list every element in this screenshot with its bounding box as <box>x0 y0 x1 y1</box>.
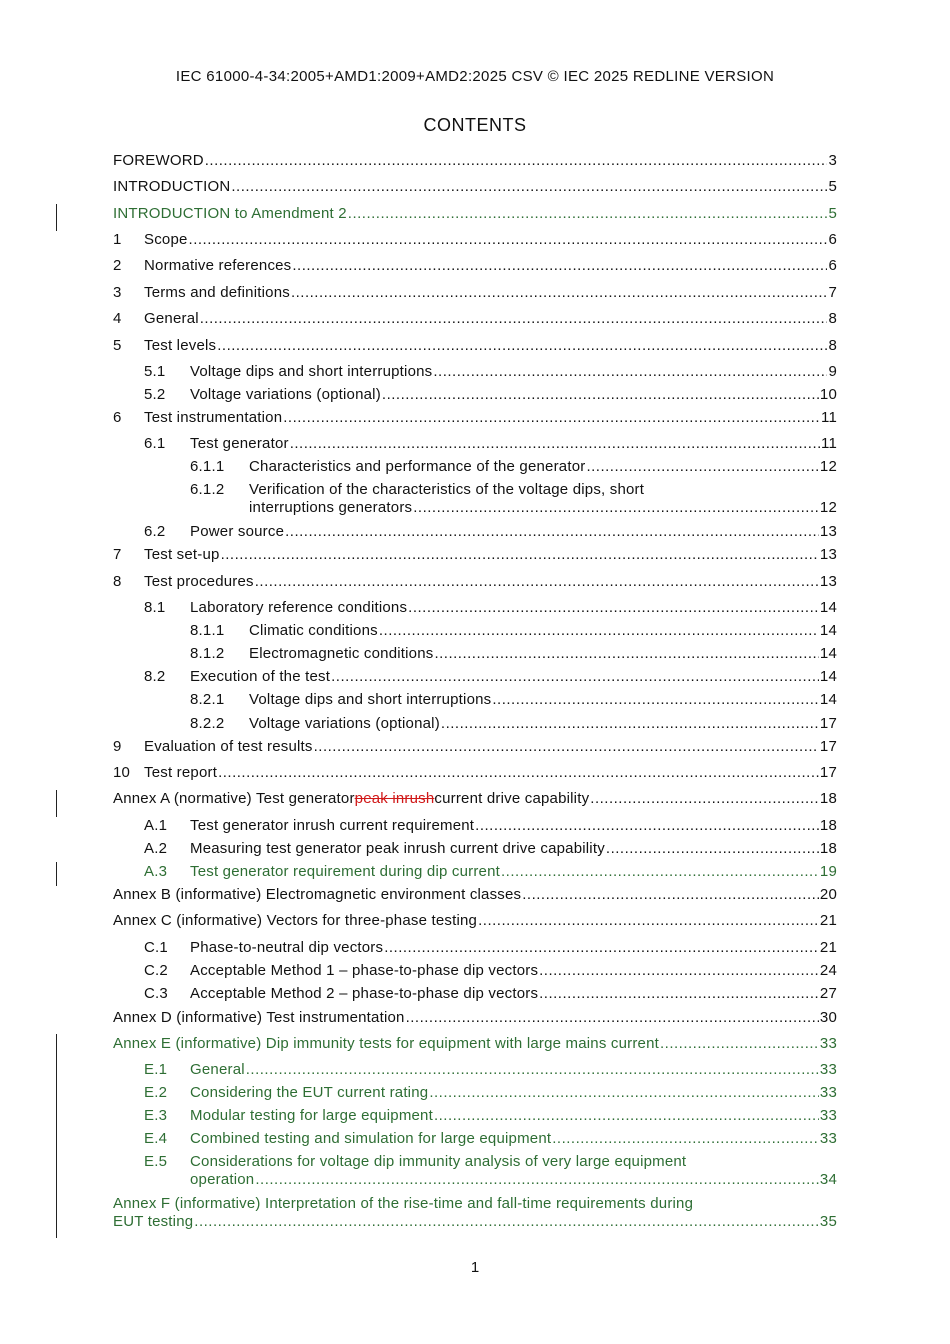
dot-leader <box>285 523 819 541</box>
toc-entry-title: Annex F (informative) Interpretation of the rise-time and fall-time requirements during <box>113 1195 694 1212</box>
dot-leader <box>408 599 819 617</box>
toc-page-number: 9 <box>828 363 837 380</box>
toc-entry-number: 10 <box>113 764 131 781</box>
toc-entry-number: 4 <box>113 310 122 327</box>
toc-entry-title: Climatic conditions <box>249 622 378 639</box>
toc-page-number: 24 <box>819 962 837 979</box>
dot-leader <box>292 257 827 275</box>
dot-leader <box>255 1171 819 1189</box>
toc-page-number: 18 <box>819 840 837 857</box>
dot-leader <box>434 1107 819 1125</box>
toc-page-number: 5 <box>828 205 837 222</box>
dot-leader <box>586 458 818 476</box>
toc-page-number: 21 <box>819 912 837 929</box>
toc-page-number: 19 <box>819 863 837 880</box>
page-number: 1 <box>470 1259 480 1276</box>
toc-entry-number: A.1 <box>144 817 168 834</box>
toc-entry-title: Test generator <box>190 435 289 452</box>
toc-entry-title: Annex A (normative) Test generator <box>113 790 355 807</box>
dot-leader <box>429 1084 819 1102</box>
toc-page-number: 21 <box>819 939 837 956</box>
change-bar <box>56 790 57 817</box>
toc-page-number: 14 <box>819 668 837 685</box>
toc-entry-title: Test levels <box>144 337 217 354</box>
toc-entry-title-continued: operation <box>190 1171 255 1188</box>
dot-leader <box>231 178 827 196</box>
toc-entry-number: A.3 <box>144 863 168 880</box>
toc-entry-number: 9 <box>113 738 122 755</box>
toc-page-number: 33 <box>819 1107 837 1124</box>
toc-page-number: 33 <box>819 1035 837 1052</box>
toc-entry-title: Electromagnetic conditions <box>249 645 434 662</box>
toc-page-number: 11 <box>821 409 837 426</box>
toc-page-number: 6 <box>828 257 837 274</box>
toc-entry-title: General <box>144 310 199 327</box>
toc-page-number: 34 <box>819 1171 837 1188</box>
toc-entry-number: 8 <box>113 573 122 590</box>
toc-page-number: 17 <box>819 764 837 781</box>
toc-entry-title: Acceptable Method 1 – phase-to-phase dip vectors <box>190 962 539 979</box>
dot-leader <box>221 546 819 564</box>
toc-entry-number: E.3 <box>144 1107 168 1124</box>
toc-entry-number: 5 <box>113 337 122 354</box>
toc-entry-number: 5.1 <box>144 363 166 380</box>
dot-leader <box>189 231 828 249</box>
toc-entry-number: C.2 <box>144 962 168 979</box>
toc-entry-title: Voltage variations (optional) <box>249 715 440 732</box>
dot-leader <box>205 152 828 170</box>
toc-page-number: 13 <box>819 523 837 540</box>
toc-page-number: 20 <box>819 886 837 903</box>
dot-leader <box>434 645 818 663</box>
toc-entry-number: 8.2 <box>144 668 166 685</box>
toc-entry-number: 5.2 <box>144 386 166 403</box>
toc-entry-number: 3 <box>113 284 122 301</box>
toc-page-number: 10 <box>819 386 837 403</box>
dot-leader <box>382 386 819 404</box>
toc-entry-title: Considerations for voltage dip immunity analysis of very large equipment <box>190 1153 687 1170</box>
dot-leader <box>348 205 828 223</box>
toc-entry-title: Combined testing and simulation for large equipment <box>190 1130 552 1147</box>
toc-page-number: 8 <box>828 310 837 327</box>
toc-entry-title: Normative references <box>144 257 292 274</box>
toc-entry-title: Test generator inrush current requirement <box>190 817 475 834</box>
toc-entry-number: C.1 <box>144 939 168 956</box>
toc-entry-title: INTRODUCTION to Amendment 2 <box>113 205 347 222</box>
document-header: IEC 61000-4-34:2005+AMD1:2009+AMD2:2025 CSV © IEC 2025 REDLINE VERSION <box>175 68 775 85</box>
dot-leader <box>660 1035 819 1053</box>
dot-leader <box>606 840 819 858</box>
toc-page-number: 18 <box>819 790 837 807</box>
toc-entry-title: Annex E (informative) Dip immunity tests for equipment with large mains current <box>113 1035 659 1052</box>
toc-entry-title: FOREWORD <box>113 152 204 169</box>
toc-entry-title: Voltage variations (optional) <box>190 386 381 403</box>
toc-page-number: 12 <box>819 499 837 516</box>
toc-entry-number: E.1 <box>144 1061 168 1078</box>
toc-entry-number: 8.2.1 <box>190 691 225 708</box>
dot-leader <box>331 668 819 686</box>
toc-entry-number: 7 <box>113 546 122 563</box>
toc-entry-number: 6.1.2 <box>190 481 225 498</box>
toc-entry-title: Laboratory reference conditions <box>190 599 408 616</box>
dot-leader <box>406 1009 819 1027</box>
toc-page-number: 30 <box>819 1009 837 1026</box>
dot-leader <box>246 1061 819 1079</box>
toc-page-number: 5 <box>828 178 837 195</box>
toc-entry-number: A.2 <box>144 840 168 857</box>
toc-page-number: 14 <box>819 622 837 639</box>
toc-entry-title: Characteristics and performance of the generator <box>249 458 586 475</box>
dot-leader <box>218 764 819 782</box>
toc-entry-title: Test procedures <box>144 573 254 590</box>
dot-leader <box>384 939 819 957</box>
toc-page-number: 12 <box>819 458 837 475</box>
toc-page-number: 33 <box>819 1084 837 1101</box>
toc-entry-title: Measuring test generator peak inrush current drive capability <box>190 840 605 857</box>
toc-entry-title-rest: current drive capability <box>434 790 590 807</box>
toc-page-number: 6 <box>828 231 837 248</box>
dot-leader <box>194 1213 819 1231</box>
toc-entry-title: Evaluation of test results <box>144 738 313 755</box>
toc-entry-title: Test set-up <box>144 546 220 563</box>
dot-leader <box>217 337 827 355</box>
toc-entry-title: Power source <box>190 523 285 540</box>
toc-entry-title: Annex B (informative) Electromagnetic environment classes <box>113 886 522 903</box>
toc-entry-number: 6.2 <box>144 523 166 540</box>
toc-entry-title: Acceptable Method 2 – phase-to-phase dip vectors <box>190 985 539 1002</box>
toc-entry-title: Modular testing for large equipment <box>190 1107 433 1124</box>
toc-entry-title-continued: EUT testing <box>113 1213 194 1230</box>
dot-leader <box>552 1130 819 1148</box>
toc-page-number: 11 <box>821 435 837 452</box>
toc-entry-title: Execution of the test <box>190 668 331 685</box>
dot-leader <box>433 363 827 381</box>
toc-entry-number: 8.1.2 <box>190 645 225 662</box>
toc-entry-number: 6.1.1 <box>190 458 225 475</box>
dot-leader <box>413 499 819 517</box>
toc-entry-number: 6.1 <box>144 435 166 452</box>
toc-entry-number: 1 <box>113 231 122 248</box>
dot-leader <box>255 573 819 591</box>
toc-entry-number: 6 <box>113 409 122 426</box>
toc-entry-title: General <box>190 1061 245 1078</box>
toc-entry-title: Test generator requirement during dip current <box>190 863 500 880</box>
toc-page-number: 13 <box>819 573 837 590</box>
toc-page-number: 14 <box>819 691 837 708</box>
toc-page-number: 13 <box>819 546 837 563</box>
contents-title: CONTENTS <box>423 115 527 135</box>
toc-entry-number: 8.1.1 <box>190 622 225 639</box>
toc-entry-title: Scope <box>144 231 188 248</box>
toc-entry-number: E.4 <box>144 1130 168 1147</box>
toc-page-number: 7 <box>828 284 837 301</box>
toc-page-number: 17 <box>819 715 837 732</box>
dot-leader <box>501 863 819 881</box>
toc-page-number: 33 <box>819 1130 837 1147</box>
toc-entry-number: E.2 <box>144 1084 168 1101</box>
toc-entry-number: 2 <box>113 257 122 274</box>
toc-entry-title: Test report <box>144 764 218 781</box>
toc-page-number: 33 <box>819 1061 837 1078</box>
dot-leader <box>290 435 820 453</box>
toc-entry-title: Test instrumentation <box>144 409 283 426</box>
dot-leader <box>475 817 819 835</box>
dot-leader <box>283 409 820 427</box>
toc-entry-title: INTRODUCTION <box>113 178 231 195</box>
toc-page-number: 17 <box>819 738 837 755</box>
toc-entry-number: 8.2.2 <box>190 715 225 732</box>
toc-entry-title: Considering the EUT current rating <box>190 1084 429 1101</box>
dot-leader <box>539 985 819 1003</box>
dot-leader <box>200 310 828 328</box>
toc-entry-title: Voltage dips and short interruptions <box>249 691 492 708</box>
toc-page-number: 18 <box>819 817 837 834</box>
change-bar <box>56 204 57 231</box>
change-bar <box>56 862 57 886</box>
dot-leader <box>478 912 819 930</box>
dot-leader <box>522 886 819 904</box>
dot-leader <box>441 715 819 733</box>
toc-page-number: 14 <box>819 599 837 616</box>
toc-entry-title: Annex C (informative) Vectors for three-phase testing <box>113 912 478 929</box>
dot-leader <box>379 622 819 640</box>
toc-entry-title: Voltage dips and short interruptions <box>190 363 433 380</box>
dot-leader <box>590 790 819 808</box>
toc-page-number: 14 <box>819 645 837 662</box>
dot-leader <box>492 691 819 709</box>
dot-leader <box>291 284 828 302</box>
toc-entry-number: E.5 <box>144 1153 168 1170</box>
toc-page-number: 8 <box>828 337 837 354</box>
toc-page-number: 35 <box>819 1213 837 1230</box>
toc-entry-title: Phase-to-neutral dip vectors <box>190 939 384 956</box>
dot-leader <box>314 738 819 756</box>
change-bar <box>56 1034 57 1238</box>
deleted-text: peak inrush <box>354 790 435 807</box>
toc-entry-title-continued: interruptions generators <box>249 499 413 516</box>
toc-entry-title: Annex D (informative) Test instrumentation <box>113 1009 405 1026</box>
toc-entry-number: C.3 <box>144 985 168 1002</box>
toc-entry-title: Verification of the characteristics of the voltage dips, short <box>249 481 645 498</box>
toc-page-number: 27 <box>819 985 837 1002</box>
toc-entry-title: Terms and definitions <box>144 284 290 301</box>
toc-page-number: 3 <box>828 152 837 169</box>
dot-leader <box>539 962 819 980</box>
toc-entry-number: 8.1 <box>144 599 166 616</box>
